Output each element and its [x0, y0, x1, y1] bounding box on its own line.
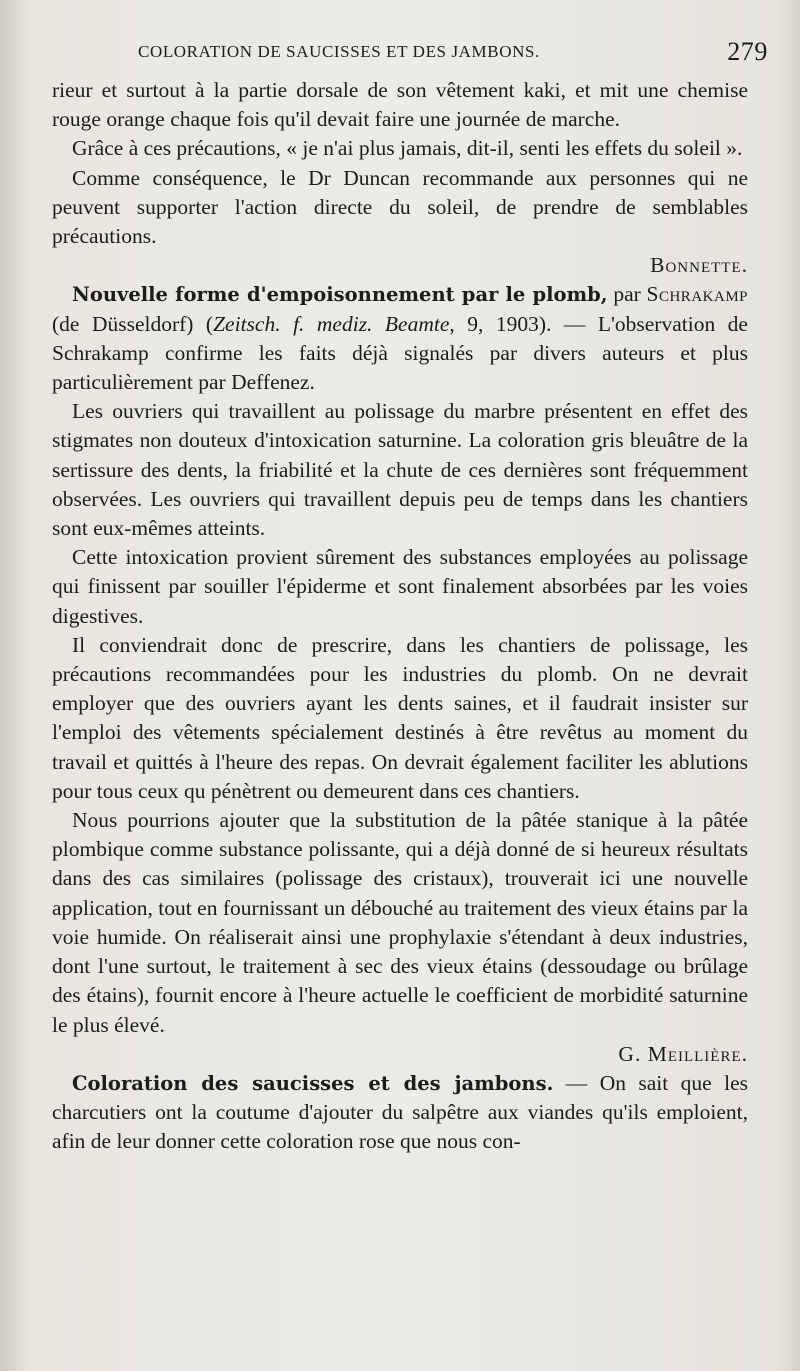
author-name: Schrakamp	[646, 282, 748, 307]
page-number: 279	[727, 37, 768, 66]
article-lead-paragraph	[52, 1069, 748, 1157]
paragraph: Il conviendrait donc de prescrire, dans les chantiers de polissage, les précautions recommandées pour les industries du plomb. On ne devrait employer que des ouvriers ayant les dents saines, et il faudrait insister sur l'emploi des vêtements spécialement destinés à être revêtus au moment du travail et quittés à l'heure des repas. On devrait également faciliter les ablutions pour tous ceux qu pénètrent ou demeurent dans ces chantiers.	[52, 632, 748, 803]
paragraph: Nous pourrions ajouter que la substitution de la pâtée stanique à la pâtée plombique comme substance polissante, qui a déjà donné de si heureux résultats dans des cas similaires (polissage des cristaux), trouverait ici une nouvelle application, tout en fournissant un débouché au traitement des vieux étains par la voie humide. On réaliserait ainsi une prophylaxie s'étendant à deux industries, dont l'une surtout, le traitement à sec des vieux étains (dessoudage ou brûlage des étains), fournit encore à l'heure actuelle le coefficient de morbidité saturnine le plus élevé.	[52, 808, 748, 1037]
citation-prefix: (de Düsseldorf) (	[52, 311, 214, 336]
journal-name: Zeitsch. f. mediz. Beamte	[213, 311, 450, 336]
paragraph: Grâce à ces précautions, « je n'ai plus jamais, dit-il, senti les effets du soleil ».	[72, 136, 743, 161]
article-title: Coloration des saucisses et des jambons.	[72, 1071, 554, 1095]
body-text	[52, 76, 748, 1157]
signature-meilliere: G. Meillière.	[618, 1041, 748, 1066]
paragraph: Les ouvriers qui travaillent au polissage du marbre présentent en effet des stigmates non douteux d'intoxication saturnine. La coloration gris bleuâtre de la sertissure des dents, la friabilité et la chute de ces dernières sont fréquemment observées. Les ouvriers qui travaillent depuis peu de temps dans les chantiers sont eux-mêmes atteints.	[52, 399, 748, 541]
signature-bonnette: Bonnette.	[650, 253, 748, 278]
by-word: par	[607, 282, 647, 307]
citation-suffix: , 9, 1903). — L'observation de Schrakamp confirme les faits déjà signalés par divers auteurs et plus particulièrement par Deffenez.	[52, 311, 748, 395]
running-title: COLORATION DE SAUCISSES ET DES JAMBONS.	[138, 42, 540, 61]
paragraph: rieur et surtout à la partie dorsale de son vêtement kaki, et mit une chemise rouge orange chaque fois qu'il devait faire une journée de marche.	[52, 78, 748, 132]
paragraph: Comme conséquence, le Dr Duncan recommande aux personnes qui ne peuvent supporter l'action directe du soleil, de prendre de semblables précautions.	[52, 165, 748, 249]
article-lead-paragraph	[52, 280, 748, 397]
article-text: — On sait que les charcutiers ont la coutume d'ajouter du salpêtre aux viandes qu'ils emploient, afin de leur donner cette coloration rose que nous con-	[52, 1070, 749, 1154]
paragraph: Cette intoxication provient sûrement des substances employées au polissage qui finissent par souiller l'épiderme et sont finalement absorbées par les voies digestives.	[52, 545, 748, 628]
article-title: Nouvelle forme d'empoisonnement par le plomb,	[72, 283, 608, 307]
